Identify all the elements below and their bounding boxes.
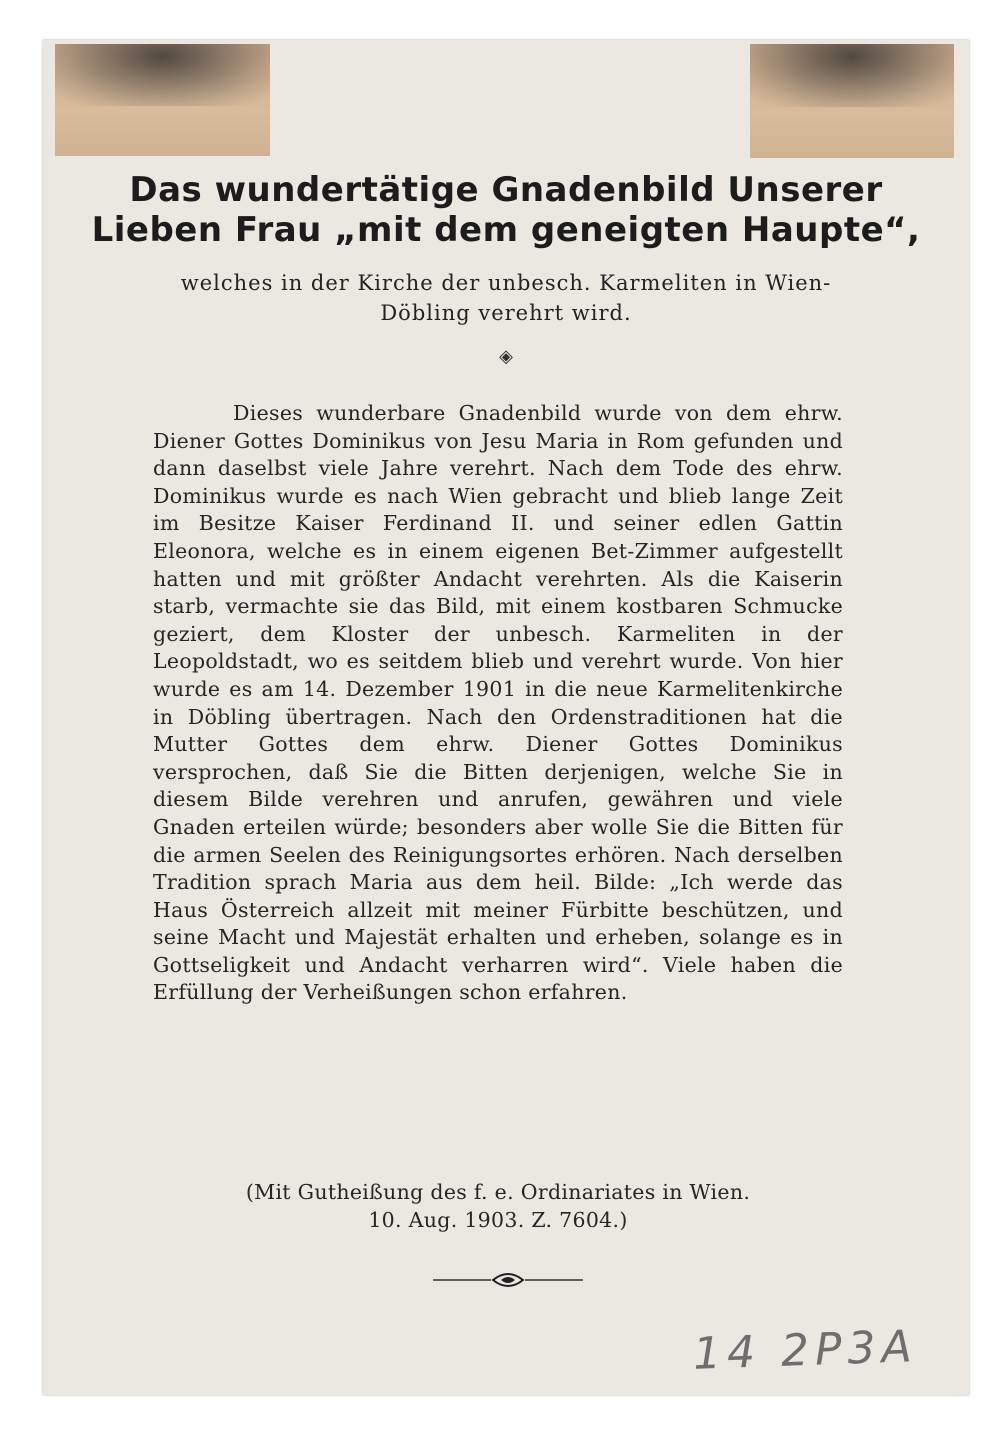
- ornament-diamond-icon: ◈: [499, 346, 513, 367]
- handwritten-inventory-number: 14 2P3A: [692, 1321, 919, 1380]
- body-text: Dieses wunderbare Gnadenbild wurde von dem ehrw. Diener Gottes Dominikus von Jesu Maria in Rom gefunden und dann daselbst viele Jahre verehrt. Nach dem Tode des ehrw. Dominikus wurde es nach Wien gebracht und blieb lange Zeit im Besitze Kaiser Ferdinand II. und seiner edlen Gattin Eleonora, welche es in einem eigenen Bet-Zimmer aufgestellt hatten und mit größter Andacht verehrten. Als die Kaiserin starb, vermachte sie das Bild, mit einem kostbaren Schmucke geziert, dem Kloster der unbesch. Karmeliten in der Leopoldstadt, wo es seitdem blieb und verehrt wurde. Von hier wurde es am 14. Dezember 1901 in die neue Karmelitenkirche in Döbling übertragen. Nach den Ordenstraditionen hat die Mutter Gottes dem ehrw. Diener Gottes Dominikus versprochen, daß Sie die Bitten derjenigen, welche Sie in diesem Bilde verehren und anrufen, gewähren und viele Gnaden erteilen würde; besonders aber wolle Sie die Bitten für die armen Seelen des Reinigungsortes erhören. Nach derselben Tradition sprach Maria aus dem heil. Bilde: „Ich werde das Haus Österreich allzeit mit meiner Fürbitte beschützen, und seine Macht und Majestät erhalten und erheben, solange es in Gottseligkeit und Andacht verharren wird“. Viele haben die Erfüllung der Verheißungen schon erfahren.: [153, 401, 843, 1005]
- title-line-2: Lieben Frau „mit dem geneigten Haupte“,: [91, 210, 921, 250]
- title-line-1: Das wundertätige Gnadenbild Unserer: [129, 170, 883, 210]
- bottom-ornament-icon: [433, 1270, 583, 1290]
- approval-note: [153, 1178, 843, 1234]
- approval-line-2: 10. Aug. 1903. Z. 7604.): [368, 1208, 628, 1232]
- approval-line-1: (Mit Gutheißung des f. e. Ordinariates in Wien.: [245, 1180, 751, 1204]
- devotional-card-back: [43, 40, 969, 1395]
- tape-right: [750, 44, 954, 158]
- tape-left: [55, 44, 270, 156]
- subtitle: welches in der Kirche der unbesch. Karmeliten in Wien-Döbling verehrt wird.: [180, 271, 832, 325]
